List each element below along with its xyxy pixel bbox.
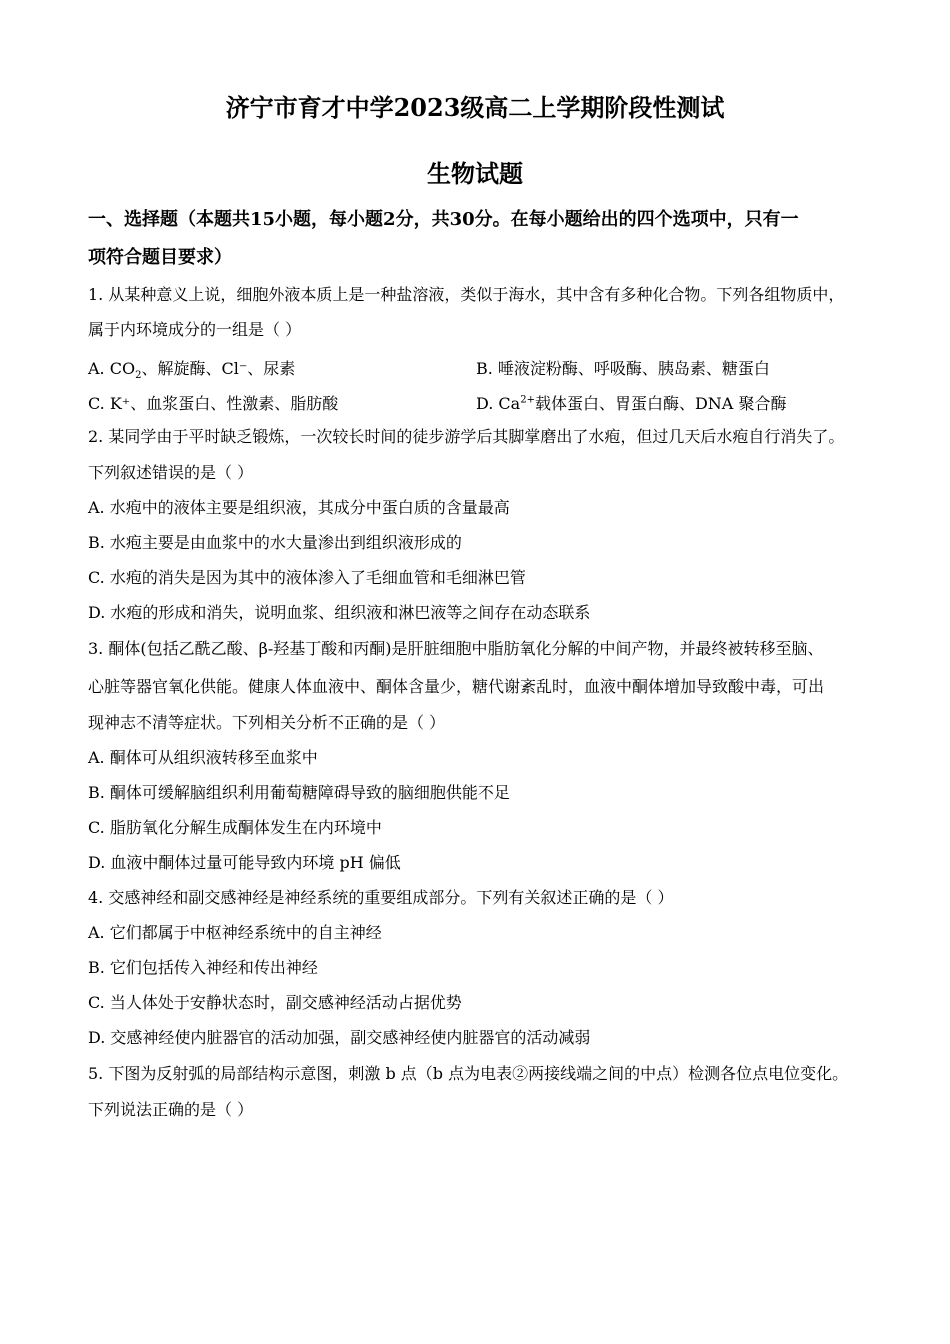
q1-option-d-text: D. Ca [476, 394, 521, 413]
q1-option-d-superscript: 2+ [520, 394, 535, 406]
q2-option-c: C. 水疱的消失是因为其中的液体渗入了毛细血管和毛细淋巴管 [88, 568, 526, 587]
q3-option-a: A. 酮体可从组织液转移至血浆中 [88, 748, 318, 767]
q2-option-a: A. 水疱中的液体主要是组织液，其成分中蛋白质的含量最高 [88, 498, 510, 517]
q4-option-c: C. 当人体处于安静状态时，副交感神经活动占据优势 [88, 993, 462, 1012]
q4-option-d: D. 交感神经使内脏器官的活动加强，副交感神经使内脏器官的活动减弱 [88, 1028, 591, 1047]
q1-option-b: B. 唾液淀粉酶、呼吸酶、胰岛素、糖蛋白 [476, 359, 770, 378]
q3-stem-line-3: 现神志不清等症状。下列相关分析不正确的是（ ） [88, 713, 446, 732]
section-heading-line-1: 一、选择题（本题共15小题，每小题2分，共30分。在每小题给出的四个选项中，只有一 [88, 209, 799, 230]
q2-option-d: D. 水疱的形成和消失，说明血浆、组织液和淋巴液等之间存在动态联系 [88, 603, 591, 622]
q1-option-a-text-rest: 、解旋酶、Cl⁻、尿素 [141, 359, 296, 378]
q3-option-b: B. 酮体可缓解脑组织利用葡萄糖障碍导致的脑细胞供能不足 [88, 783, 510, 802]
q1-option-d [476, 391, 786, 414]
q4-stem: 4. 交感神经和副交感神经是神经系统的重要组成部分。下列有关叙述正确的是（ ） [88, 888, 674, 907]
q2-option-b: B. 水疱主要是由血浆中的水大量渗出到组织液形成的 [88, 533, 462, 552]
q1-stem-line-1: 1. 从某种意义上说，细胞外液本质上是一种盐溶液，类似于海水，其中含有多种化合物。下列各组物质中， [88, 285, 845, 304]
q3-stem-line-1: 3. 酮体(包括乙酰乙酸、β-羟基丁酸和丙酮)是肝脏细胞中脂肪氧化分解的中间产物，并最终被转移至脑、 [88, 639, 824, 658]
q4-option-b: B. 它们包括传入神经和传出神经 [88, 958, 318, 977]
exam-subtitle: 生物试题 [427, 159, 523, 188]
q3-option-c: C. 脂肪氧化分解生成酮体发生在内环境中 [88, 818, 382, 837]
q1-option-c: C. K⁺、血浆蛋白、性激素、脂肪酸 [88, 394, 339, 413]
q2-stem-line-1: 2. 某同学由于平时缺乏锻炼，一次较长时间的徒步游学后其脚掌磨出了水疱，但过几天后水疱自行消失了。 [88, 427, 845, 446]
section-heading-line-2: 项符合题目要求） [88, 247, 232, 268]
q5-stem-line-1: 5. 下图为反射弧的局部结构示意图，刺激 b 点（b 点为电表②两接线端之间的中点）检测各位点电位变化。 [88, 1064, 849, 1083]
q5-stem-line-2: 下列说法正确的是（ ） [88, 1100, 254, 1119]
q1-option-a-text: A. CO [88, 359, 136, 378]
q1-option-d-text-rest: 载体蛋白、胃蛋白酶、DNA 聚合酶 [534, 394, 787, 413]
q1-option-a-subscript: 2 [135, 370, 142, 382]
q3-stem-line-2: 心脏等器官氧化供能。健康人体血液中、酮体含量少，糖代谢紊乱时，血液中酮体增加导致酸中毒，可出 [88, 677, 825, 696]
exam-title: 济宁市育才中学2023级高二上学期阶段性测试 [225, 93, 725, 122]
q3-option-d: D. 血液中酮体过量可能导致内环境 pH 偏低 [88, 853, 401, 872]
q4-option-a: A. 它们都属于中枢神经系统中的自主神经 [88, 923, 382, 942]
q2-stem-line-2: 下列叙述错误的是（ ） [88, 463, 254, 482]
q1-stem-line-2: 属于内环境成分的一组是（ ） [88, 320, 302, 339]
q1-option-a [88, 356, 295, 381]
